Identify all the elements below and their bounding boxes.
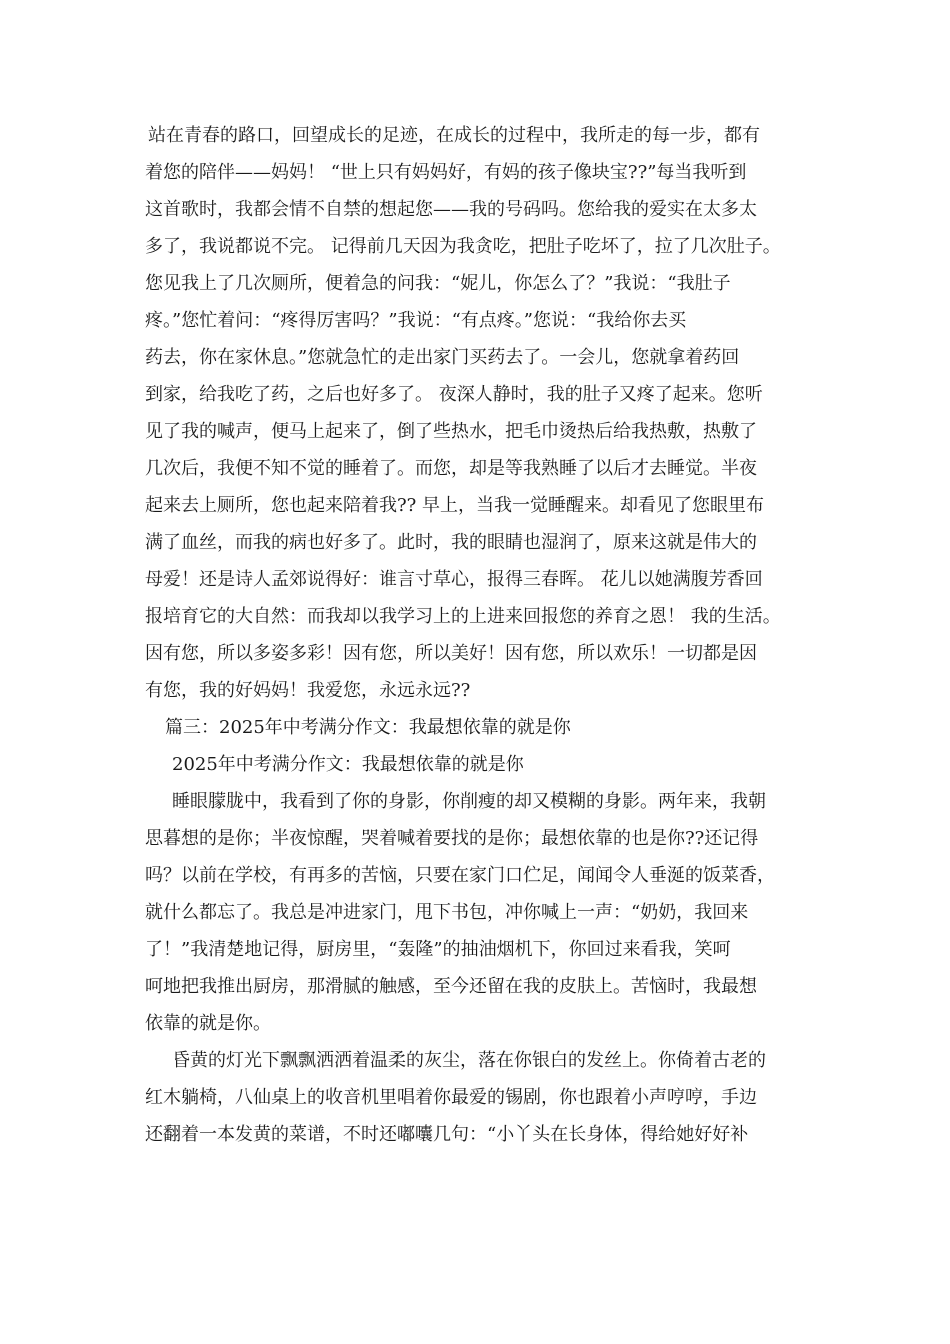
text-line: 昏黄的灯光下飘飘洒洒着温柔的灰尘，落在你银白的发丝上。你倚着古老的 <box>172 1050 766 1071</box>
text-line: 就什么都忘了。我总是冲进家门，甩下书包，冲你喊上一声：“奶奶，我回来 <box>145 902 749 923</box>
text-line: 呵地把我推出厨房，那滑腻的触感，至今还留在我的皮肤上。苦恼时，我最想 <box>145 976 757 997</box>
text-line: 起来去上厕所，您也起来陪着我?? 早上，当我一觉睡醒来。却看见了您眼里布 <box>145 495 765 516</box>
text-line: 因有您，所以多姿多彩！因有您，所以美好！因有您，所以欢乐！一切都是因 <box>145 643 757 664</box>
text-line: 到家，给我吃了药，之后也好多了。 夜深人静时，我的肚子又疼了起来。您听 <box>145 384 763 405</box>
text-line: 满了血丝，而我的病也好多了。此时，我的眼睛也湿润了，原来这就是伟大的 <box>145 532 757 553</box>
text-line: 有您，我的好妈妈！我爱您，永远永远?? <box>145 680 471 701</box>
text-line: 着您的陪伴——妈妈！ “世上只有妈妈好，有妈的孩子像块宝??”每当我听到 <box>145 162 747 183</box>
text-line: 几次后，我便不知不觉的睡着了。而您，却是等我熟睡了以后才去睡觉。半夜 <box>145 458 757 479</box>
text-line: 疼。”您忙着问：“疼得厉害吗？”我说：“有点疼。”您说：“我给你去买 <box>145 310 687 331</box>
text-line: 红木躺椅，八仙桌上的收音机里唱着你最爱的锡剧，你也跟着小声哼哼，手边 <box>145 1087 757 1108</box>
text-line: 见了我的喊声，便马上起来了，倒了些热水，把毛巾烫热后给我热敷，热敷了 <box>145 421 757 442</box>
text-line: 吗？以前在学校，有再多的苦恼，只要在家门口伫足，闻闻令人垂涎的饭菜香， <box>145 865 775 886</box>
text-line: 站在青春的路口，回望成长的足迹，在成长的过程中，我所走的每一步，都有 <box>148 125 760 146</box>
text-line: 这首歌时，我都会情不自禁的想起您——我的号码吗。您给我的爱实在太多太 <box>145 199 757 220</box>
text-line: 了！”我清楚地记得，厨房里，“轰隆”的抽油烟机下，你回过来看我，笑呵 <box>145 939 731 960</box>
text-line: 睡眼朦胧中，我看到了你的身影，你削瘦的却又模糊的身影。两年来，我朝 <box>172 791 766 812</box>
text-line: 报培育它的大自然：而我却以我学习上的上进来回报您的养育之恩！ 我的生活。 <box>145 606 781 627</box>
section-heading: 篇三：2025年中考满分作文：我最想依靠的就是你 <box>165 717 571 738</box>
text-line: 药去，你在家休息。”您就急忙的走出家门买药去了。一会儿，您就拿着药回 <box>145 347 740 368</box>
text-line: 多了，我说都说不完。 记得前几天因为我贪吃，把肚子吃坏了，拉了几次肚子。 <box>145 236 781 257</box>
text-line: 母爱！还是诗人孟郊说得好：谁言寸草心，报得三春晖。 花儿以她满腹芳香回 <box>145 569 763 590</box>
article-title: 2025年中考满分作文：我最想依靠的就是你 <box>172 754 524 775</box>
text-line: 您见我上了几次厕所，便着急的问我：“妮儿，你怎么了？”我说：“我肚子 <box>145 273 731 294</box>
text-line: 思暮想的是你；半夜惊醒，哭着喊着要找的是你；最想依靠的也是你??还记得 <box>145 828 759 849</box>
text-line: 依靠的就是你。 <box>145 1013 271 1034</box>
text-line: 还翻着一本发黄的菜谱，不时还嘟囔几句：“小丫头在长身体，得给她好好补 <box>145 1124 749 1145</box>
